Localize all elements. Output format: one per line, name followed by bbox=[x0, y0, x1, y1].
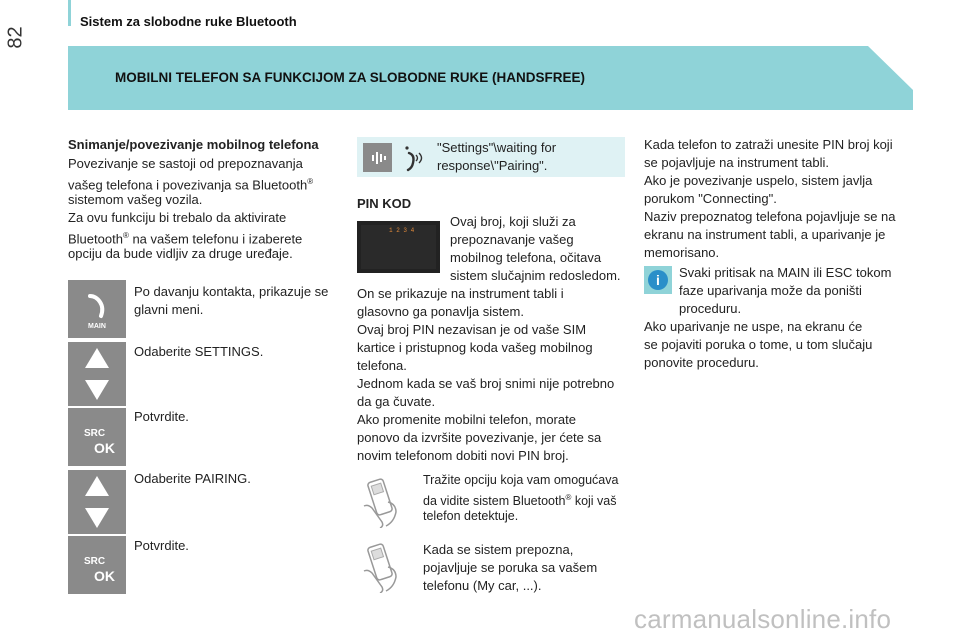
step-text: Odaberite SETTINGS. bbox=[134, 344, 264, 359]
page-number: 82 bbox=[4, 26, 27, 49]
pin-text: Ovaj broj PIN nezavisan je od vaše SIM bbox=[357, 322, 587, 337]
info-note: faze uparivanja može da poništi bbox=[679, 283, 862, 298]
pin-text: On se prikazuje na instrument tabli i bbox=[357, 286, 564, 301]
pin-text: mobilnog telefona, očitava bbox=[450, 250, 602, 265]
svg-text:SRC: SRC bbox=[84, 556, 106, 567]
intro-line: Za ovu funkciju bi trebalo da aktivirate bbox=[68, 210, 287, 225]
pin-text: kartice i pristupnog koda vašeg mobilnog bbox=[357, 340, 593, 355]
phone-note: telefonu (My car, ...). bbox=[423, 578, 542, 593]
right-text: Ako je povezivanje uspelo, sistem javlja bbox=[644, 173, 873, 188]
intro-line: Bluetooth® na vašem telefonu i izaberete bbox=[68, 231, 303, 247]
intro-line: Povezivanje se sastoji od prepoznavanja bbox=[68, 156, 303, 171]
pairing-heading: Snimanje/povezivanje mobilnog telefona bbox=[68, 137, 319, 152]
phone-note: Tražite opciju koja vam omogućava bbox=[423, 473, 619, 487]
hand-phone-icon bbox=[358, 541, 412, 598]
up-down-arrows-icon bbox=[68, 470, 126, 534]
right-text: porukom "Connecting". bbox=[644, 191, 777, 206]
settings-note-line: "Settings"\waiting for bbox=[437, 140, 557, 155]
pin-text: da ga čuvate. bbox=[357, 394, 436, 409]
right-text: memorisano. bbox=[644, 245, 720, 260]
right-text: Naziv prepoznatog telefona pojavljuje se na bbox=[644, 209, 896, 224]
pin-text: telefona. bbox=[357, 358, 407, 373]
phone-note: telefon detektuje. bbox=[423, 509, 519, 523]
pin-text: novim telefonom dobiti novi PIN broj. bbox=[357, 448, 569, 463]
phone-note: Kada se sistem prepozna, bbox=[423, 542, 574, 557]
intro-line: vašeg telefona i povezivanja sa Bluetooth® bbox=[68, 177, 314, 193]
step-text: Odaberite PAIRING. bbox=[134, 471, 251, 486]
right-text: ekranu na instrument tabli, a uparivanje je bbox=[644, 227, 886, 242]
step-text: Potvrdite. bbox=[134, 409, 189, 424]
pin-text: glasovno ga ponavlja sistem. bbox=[357, 304, 524, 319]
up-down-arrows-icon bbox=[68, 342, 126, 406]
step-text: Po davanju kontakta, prikazuje se bbox=[134, 284, 329, 299]
step-text: Potvrdite. bbox=[134, 538, 189, 553]
main-button-icon bbox=[68, 280, 126, 338]
header-accent-bar bbox=[68, 0, 71, 26]
pin-display-digits: 1 2 3 4 bbox=[389, 227, 415, 234]
src-ok-button-icon bbox=[68, 408, 126, 466]
pin-text: Ako promenite mobilni telefon, morate bbox=[357, 412, 576, 427]
hand-phone-icon bbox=[358, 476, 412, 533]
pin-text: Jednom kada se vaš broj snimi nije potrebno bbox=[357, 376, 615, 391]
src-ok-button-icon bbox=[68, 536, 126, 594]
pin-text: prepoznavanje vašeg bbox=[450, 232, 574, 247]
pin-text: ponovo da izvršite povezivanje, jer ćete sa bbox=[357, 430, 602, 445]
svg-text:OK: OK bbox=[94, 568, 115, 584]
right-text: Kada telefon to zatraži unesite PIN broj koji bbox=[644, 137, 893, 152]
info-icon: i bbox=[648, 270, 668, 290]
svg-text:MAIN: MAIN bbox=[88, 323, 106, 330]
intro-line: opciju da bude vidljiv za druge uređaje. bbox=[68, 246, 293, 261]
svg-text:OK: OK bbox=[94, 440, 115, 456]
phone-voice-icon bbox=[402, 144, 426, 177]
voice-icon bbox=[363, 143, 392, 172]
settings-note-line: response\"Pairing". bbox=[437, 158, 548, 173]
right-text: se pojavljuje na instrument tabli. bbox=[644, 155, 829, 170]
right-text: ponovite proceduru. bbox=[644, 355, 759, 370]
pin-text: sistem slučajnim redosledom. bbox=[450, 268, 621, 283]
phone-note: pojavljuje se poruka sa vašem bbox=[423, 560, 598, 575]
pin-heading: PIN KOD bbox=[357, 196, 412, 211]
banner-title: MOBILNI TELEFON SA FUNKCIJOM ZA SLOBODNE RUKE (HANDSFREE) bbox=[115, 70, 585, 85]
info-note: proceduru. bbox=[679, 301, 742, 316]
right-text: Ako uparivanje ne uspe, na ekranu će bbox=[644, 319, 863, 334]
section-title: Sistem za slobodne ruke Bluetooth bbox=[80, 14, 297, 29]
watermark: carmanualsonline.info bbox=[634, 604, 892, 634]
svg-text:SRC: SRC bbox=[84, 428, 106, 439]
intro-line: sistemom vašeg vozila. bbox=[68, 192, 203, 207]
pin-display-screen bbox=[357, 221, 440, 273]
right-text: se pojaviti poruka o tome, u tom slučaju bbox=[644, 337, 873, 352]
pin-text: Ovaj broj, koji služi za bbox=[450, 214, 576, 229]
info-note: Svaki pritisak na MAIN ili ESC tokom bbox=[679, 265, 892, 280]
step-text: glavni meni. bbox=[134, 302, 204, 317]
phone-note: da vidite sistem Bluetooth® koji vaš bbox=[423, 493, 617, 509]
